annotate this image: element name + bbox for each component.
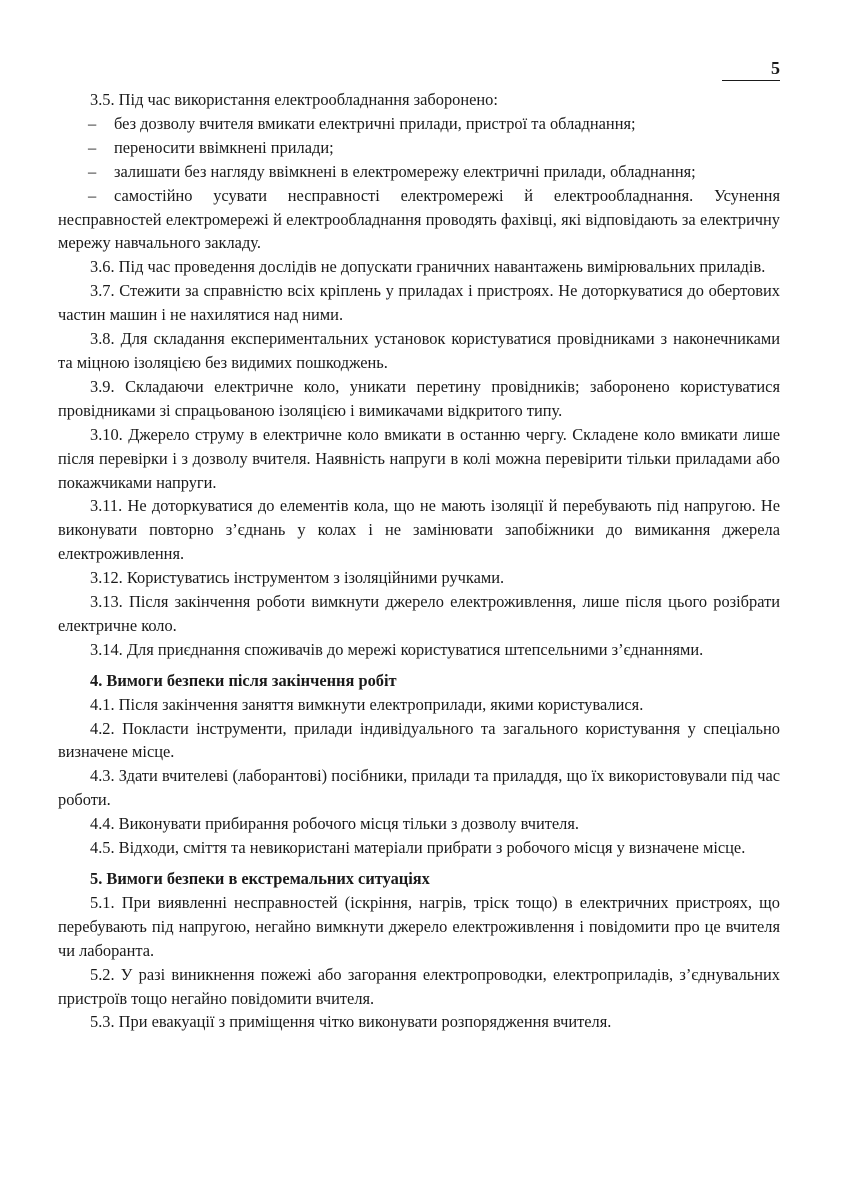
paragraph-4-5: 4.5. Відходи, сміття та невикористані матеріали прибрати з робочого місця у визначене місце. bbox=[90, 838, 746, 858]
list-dash: – bbox=[88, 185, 97, 205]
paragraph-5-1: 5.1. При виявленні несправностей (іскріння, нагрів, тріск тощо) в електричних пристроях, що перебувають під напругою, негайно вимкнути джерело електроживлення і повідомити про це вчителя чи лаборанта. bbox=[58, 892, 780, 960]
paragraph-3-11: 3.11. Не доторкуватися до елементів кола, що не мають ізоляції й перебувають під напругою. Не виконувати повторно з’єднань у колах і не замінювати запобіжники до вимикання джерела електроживлення. bbox=[58, 496, 780, 564]
list-item-text: залишати без нагляду ввімкнені в електромережу електричні прилади, обладнання; bbox=[114, 161, 696, 181]
paragraph-4-4: 4.4. Виконувати прибирання робочого місця тільки з дозволу вчителя. bbox=[90, 814, 579, 834]
paragraph-3-14: 3.14. Для приєднання споживачів до мережі користуватися штепсельними з’єднаннями. bbox=[90, 639, 704, 659]
paragraph-5-2: 5.2. У разі виникнення пожежі або загорання електропроводки, електроприладів, з’єднувальних пристроїв тощо негайно повідомити вчителя. bbox=[58, 964, 780, 1008]
paragraph-3-9: 3.9. Складаючи електричне коло, уникати перетину провідників; заборонено користуватися провідниками зі спрацьованою ізоляцією і вимикачами відкритого типу. bbox=[58, 376, 780, 420]
paragraph-4-1: 4.1. Після закінчення заняття вимкнути електроприлади, якими користувалися. bbox=[90, 694, 644, 714]
paragraph-3-12: 3.12. Користуватись інструментом з ізоляційними ручками. bbox=[90, 568, 505, 588]
list-dash: – bbox=[88, 161, 97, 181]
paragraph-3-7: 3.7. Стежити за справністю всіх кріплень у приладах і пристроях. Не доторкуватися до обертових частин машин і не нахилятися над ними. bbox=[58, 281, 780, 325]
paragraph-3-10: 3.10. Джерело струму в електричне коло вмикати в останню чергу. Складене коло вмикати лише після перевірки і з дозволу вчителя. Наявність напруги в колі можна перевірити тільки приладами або покажчиками напруги. bbox=[58, 424, 780, 492]
list-item bbox=[58, 160, 780, 184]
paragraph-3-8: 3.8. Для складання експериментальних установок користуватися провідниками з наконечниками та міцною ізоляцією без видимих пошкоджень. bbox=[58, 329, 780, 372]
section-5-heading: 5. Вимоги безпеки в екстремальних ситуаціях bbox=[90, 869, 430, 888]
paragraph-3-13: 3.13. Після закінчення роботи вимкнути джерело електроживлення, лише після цього розібрати електричне коло. bbox=[58, 592, 780, 635]
page-number: 5 bbox=[722, 58, 780, 81]
list-item-text: самостійно усувати несправності електромережі й електрообладнання. Усунення несправностей електромережі й електрообладнання проводять фахівці, які відповідають за електричну мережу навчального закладу. bbox=[58, 185, 780, 253]
list-item bbox=[58, 112, 780, 136]
document-body bbox=[58, 88, 780, 1034]
list-item-text: переносити ввімкнені прилади; bbox=[114, 137, 334, 157]
paragraph-4-2: 4.2. Покласти інструменти, прилади індивідуального та загального користування у спеціально визначене місце. bbox=[58, 718, 780, 762]
paragraph-5-3: 5.3. При евакуації з приміщення чітко виконувати розпорядження вчителя. bbox=[90, 1012, 612, 1032]
paragraph-3-5: 3.5. Під час використання електрообладнання заборонено: bbox=[90, 90, 498, 109]
list-dash: – bbox=[88, 113, 97, 133]
list-item bbox=[58, 184, 780, 256]
list-dash: – bbox=[88, 137, 97, 157]
list-item-text: без дозволу вчителя вмикати електричні прилади, пристрої та обладнання; bbox=[114, 113, 636, 133]
section-4-heading: 4. Вимоги безпеки після закінчення робіт bbox=[90, 670, 397, 690]
paragraph-4-3: 4.3. Здати вчителеві (лаборантові) посібники, прилади та приладдя, що їх використовували під час роботи. bbox=[58, 766, 780, 810]
paragraph-3-6: 3.6. Під час проведення дослідів не допускати граничних навантажень вимірювальних приладів. bbox=[90, 257, 766, 277]
list-item bbox=[58, 136, 780, 160]
